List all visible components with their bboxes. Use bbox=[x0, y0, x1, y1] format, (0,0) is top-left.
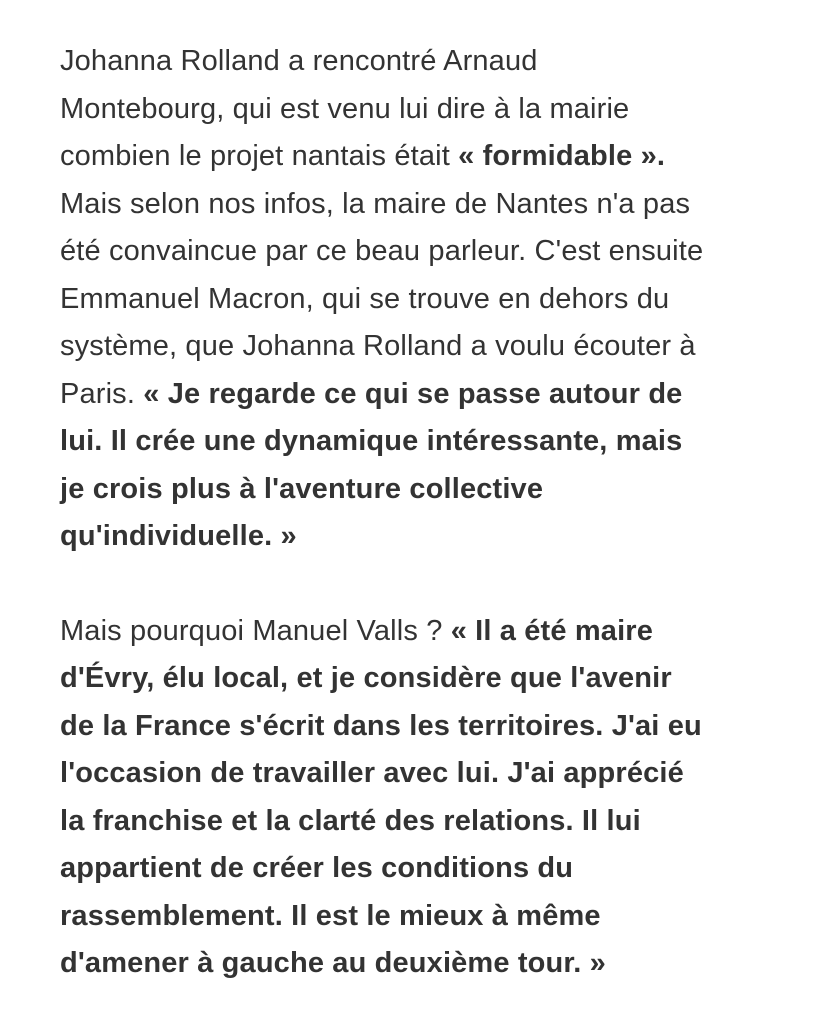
quote-emphasis: l'occasion de travailler avec lui. J'ai apprécié bbox=[60, 757, 684, 789]
quote-emphasis: « Je regarde ce qui se passe autour de bbox=[143, 377, 683, 410]
text-line bbox=[60, 655, 784, 703]
quote-emphasis: d'Évry, élu local, et je considère que l'avenir bbox=[60, 662, 672, 694]
quote-emphasis: rassemblement. Il est le mieux à même bbox=[60, 899, 601, 932]
text-line bbox=[60, 371, 784, 419]
text-run: système, que Johanna Rolland a voulu écouter à bbox=[60, 330, 696, 362]
text-run: Mais pourquoi Manuel Valls ? bbox=[60, 614, 451, 647]
text-line bbox=[60, 323, 784, 371]
text-line bbox=[60, 608, 784, 656]
quote-emphasis: de la France s'écrit dans les territoires. J'ai eu bbox=[60, 709, 702, 742]
text-run: Montebourg, qui est venu lui dire à la mairie bbox=[60, 92, 630, 125]
text-run: Johanna Rolland a rencontré Arnaud bbox=[60, 45, 538, 77]
paragraph-montebourg-macron bbox=[60, 38, 784, 561]
text-line bbox=[60, 181, 784, 229]
text-line bbox=[60, 228, 784, 276]
text-line bbox=[60, 86, 784, 134]
quote-emphasis: la franchise et la clarté des relations. Il lui bbox=[60, 804, 641, 837]
quote-emphasis: d'amener à gauche au deuxième tour. » bbox=[60, 947, 606, 979]
text-run: été convaincue par ce beau parleur. C'est ensuite bbox=[60, 235, 704, 267]
text-run: Paris. bbox=[60, 377, 144, 410]
text-line bbox=[60, 418, 784, 466]
text-line bbox=[60, 845, 784, 893]
quote-emphasis: je crois plus à l'aventure collective bbox=[60, 472, 544, 505]
quote-emphasis: « formidable ». bbox=[458, 140, 666, 172]
text-line bbox=[60, 798, 784, 846]
text-line bbox=[60, 513, 784, 561]
text-line bbox=[60, 750, 784, 798]
text-run: Emmanuel Macron, qui se trouve en dehors du bbox=[60, 282, 670, 315]
text-line bbox=[60, 893, 784, 941]
quote-emphasis: qu'individuelle. » bbox=[60, 520, 297, 552]
text-run: combien le projet nantais était bbox=[60, 140, 459, 172]
paragraph-manuel-valls bbox=[60, 608, 784, 988]
quote-emphasis: appartient de créer les conditions du bbox=[60, 852, 574, 884]
text-line bbox=[60, 703, 784, 751]
text-run: Mais selon nos infos, la maire de Nantes n'a pas bbox=[60, 187, 691, 220]
quote-emphasis: « Il a été maire bbox=[450, 614, 653, 647]
text-line bbox=[60, 466, 784, 514]
text-line bbox=[60, 133, 784, 181]
article-body bbox=[60, 38, 784, 988]
text-line bbox=[60, 940, 784, 988]
text-line bbox=[60, 38, 784, 86]
text-line bbox=[60, 276, 784, 324]
quote-emphasis: lui. Il crée une dynamique intéressante, mais bbox=[60, 425, 683, 457]
